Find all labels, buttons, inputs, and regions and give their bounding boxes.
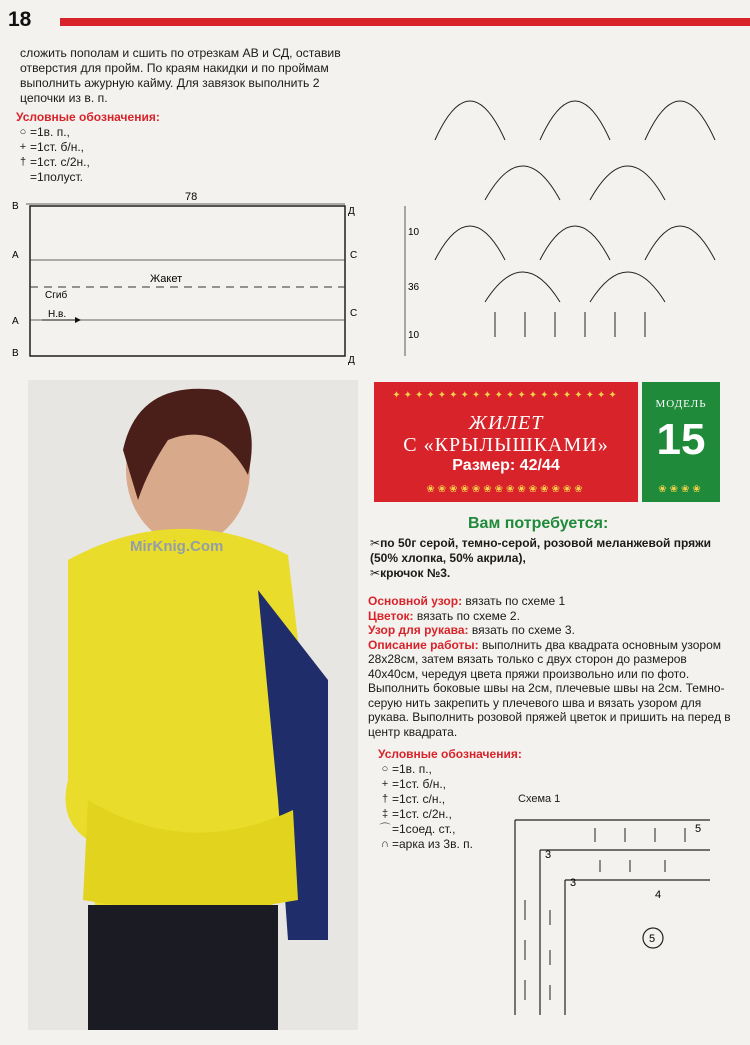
legend-item: =1ст. с/2н., — [392, 807, 452, 821]
instruction-text: вязать по схеме 2. — [413, 608, 520, 623]
label-c-bottom: С — [350, 308, 358, 319]
dim-top: 10 — [408, 227, 420, 238]
plus-icon: + — [381, 778, 389, 790]
label-a-bottom: А — [12, 316, 19, 327]
label-a-top: А — [12, 250, 19, 261]
scissors-icon: ✂ — [370, 566, 381, 580]
banner-size: Размер: 42/44 — [452, 457, 560, 474]
fan-stitch-chart — [395, 62, 745, 342]
width-label: 78 — [185, 191, 198, 203]
dim-middle: 36 — [408, 282, 420, 293]
page-header — [0, 0, 750, 34]
schema1-chart — [505, 810, 720, 1025]
page-number: 18 — [8, 8, 32, 31]
instruction-label: Основной узор: — [368, 594, 463, 608]
instruction-text: вязать по схеме 1 — [462, 594, 566, 608]
pattern-schematic — [0, 180, 420, 370]
banner-title-line2: С «КРЫЛЫШКАМИ» — [403, 434, 609, 456]
banner-title-line1: ЖИЛЕТ — [468, 412, 544, 434]
instruction-text: выполнить два квадрата основным узором 28х28см, затем вязать только с двух сторон до размеров 40х40см, чередуя цвета пряжи произвольно или по фото. Выполнить боковые швы на 2см, плечевые швы на 2см. Темно-серую нить закрепить у плечевого шва и вязать узором для рукава. Выполнить розовой пряжей цветок и пришить на перед в центр квадрата. — [368, 637, 731, 739]
materials-heading: Вам потребуется: — [468, 515, 609, 532]
label-b-bottom: В — [12, 348, 19, 359]
legend-item: =1ст. с/2н., — [30, 155, 90, 169]
legend-item: =арка из 3в. п. — [392, 837, 473, 851]
materials-list — [370, 536, 735, 581]
legend-item: =1в. п., — [30, 125, 70, 139]
legend-item: =1полуст. — [30, 170, 83, 184]
legend-item: =1ст. б/н., — [30, 140, 85, 154]
dim-bottom: 10 — [408, 330, 420, 341]
legend-symbols-top — [16, 110, 160, 185]
intro-paragraph: сложить пополам и сшить по отрезкам АВ и СД, оставив отверстия для пройм. По краям накидки и по проймам выполнить ажурную кайму. Для завязок выполнить 2 цепочки из в. п. — [20, 46, 341, 105]
instruction-label: Узор для рукава: — [368, 623, 469, 637]
schema-row-mark: 3 — [545, 849, 552, 861]
decor-border-top: ✦✦✦✦✦✦✦✦✦✦✦✦✦✦✦✦✦✦✦✦ — [392, 390, 620, 401]
plus-icon: + — [19, 141, 27, 153]
fold-label: Сгиб — [45, 290, 68, 301]
decor-border-bottom: ❀❀❀❀❀❀❀❀❀❀❀❀❀❀ — [426, 484, 586, 495]
center-label: Жакет — [150, 273, 183, 285]
schema-row-mark: 5 — [695, 823, 702, 835]
legend-symbols-bottom — [378, 747, 522, 852]
double-crochet-icon: † — [19, 156, 27, 168]
watermark-text: MirKnig.Com — [130, 538, 224, 555]
instruction-label: Описание работы: — [368, 637, 479, 652]
circle-icon: ○ — [19, 126, 27, 138]
schema1-label: Схема 1 — [518, 793, 561, 805]
arch-icon: ∩ — [381, 838, 389, 850]
legend-title: Условные обозначения: — [378, 747, 522, 761]
double-crochet-icon: ‡ — [381, 808, 389, 820]
circle-icon: ○ — [381, 763, 389, 775]
schema-row-mark: 4 — [655, 889, 662, 901]
legend-item: =1ст. б/н., — [392, 777, 447, 791]
label-b-top: В — [12, 201, 19, 212]
decor-border-green: ❀❀❀❀ — [658, 484, 704, 495]
legend-item: =1ст. с/н., — [392, 792, 446, 806]
label-d-bottom: Д — [348, 355, 355, 366]
schema-row-mark: 5 — [649, 933, 656, 945]
legend-item: =1соед. ст., — [392, 822, 456, 836]
instructions — [368, 594, 740, 739]
material-item: крючок №3. — [380, 566, 451, 580]
slip-stitch-icon: ⌒ — [379, 823, 391, 835]
material-item: по 50г серой, темно-серой, розовой меланжевой пряжи (50% хлопка, 50% акрила), — [370, 536, 712, 565]
model-photo — [28, 380, 358, 1030]
model-label: МОДЕЛЬ — [655, 398, 707, 410]
instruction-text: вязать по схеме 3. — [468, 623, 575, 637]
instruction-label: Цветок: — [368, 608, 414, 623]
model-number: 15 — [656, 415, 706, 464]
legend-title: Условные обозначения: — [16, 110, 160, 124]
direction-label: Н.в. — [48, 309, 67, 320]
scissors-icon: ✂ — [370, 536, 381, 550]
label-d-top: Д — [348, 206, 355, 217]
single-crochet-post-icon: † — [381, 793, 389, 805]
legend-item: =1в. п., — [392, 762, 432, 776]
schema-row-mark: 3 — [570, 877, 577, 889]
label-c-top: С — [350, 250, 358, 261]
header-stripe — [60, 18, 750, 26]
